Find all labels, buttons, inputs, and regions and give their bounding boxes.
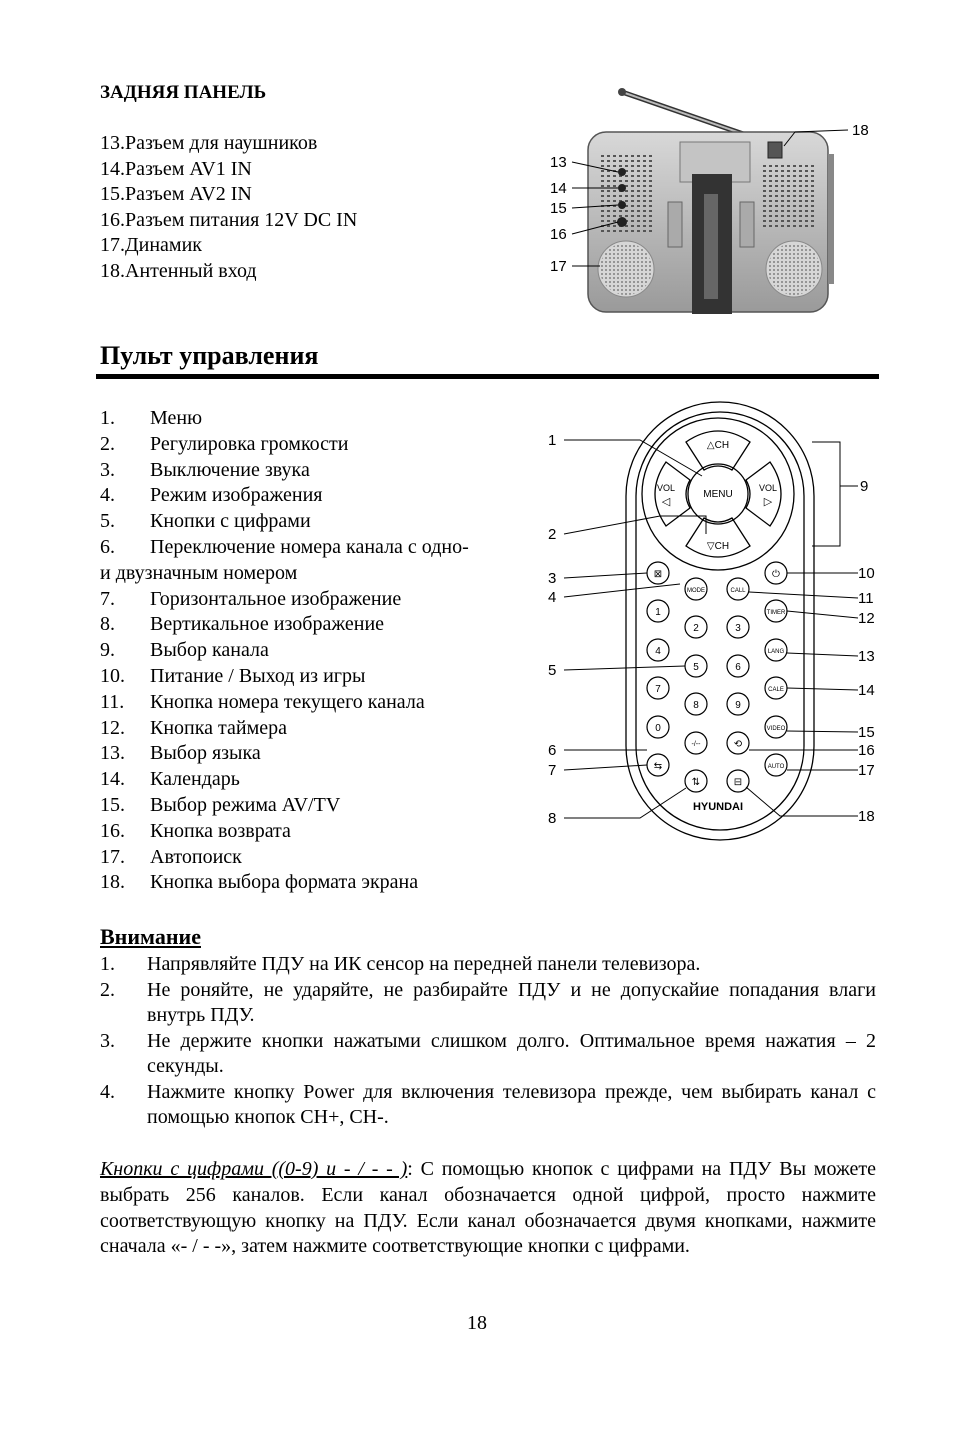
list-item: 10. Питание / Выход из игры [100,664,366,687]
list-item: 11. Кнопка номера текущего канала [100,690,425,713]
callout-13: 13 [550,154,567,171]
digits-paragraph-lead: Кнопки с цифрами ((0-9) и - / - - ) [100,1158,408,1180]
callout-18: 18 [852,122,869,139]
callout-16: 16 [550,226,567,243]
callout-15: 15 [858,724,875,741]
page-number: 18 [467,1312,487,1334]
mode-label: MODE [687,588,705,594]
callout-14: 14 [550,180,567,197]
list-item: 18. Кнопка выбора формата экрана [100,871,419,894]
back-panel-item: 16.Разъем питания 12V DC IN [100,208,358,231]
horizontal-arrows-icon: ⇆ [653,761,663,772]
section-title-remote: Пульт управления [100,341,319,370]
section-divider [96,374,879,379]
callout-17: 17 [550,258,567,275]
list-item: 4. Нажмите кнопку Power для включения телевизора прежде, чем выбирать канал с помощью кнопок CH+, CH-. [100,1080,876,1128]
timer-label: TIMER [766,610,786,616]
remote-function-list [100,406,469,896]
back-panel-item: 17.Динамик [100,234,203,257]
cale-label: CALE [768,687,784,693]
back-panel-heading: ЗАДНЯЯ ПАНЕЛЬ [100,82,267,103]
list-item: 7. Горизонтальное изображение [100,587,402,610]
vol-plus-button[interactable] [746,462,781,526]
list-item: 15. Выбор режима AV/TV [100,793,341,816]
vol-left-arrow-icon: ◁ [661,496,671,508]
callout-10: 10 [858,565,875,582]
callout-18: 18 [858,808,875,825]
digit-0-label: 0 [655,723,661,734]
tv-back-panel-image [540,84,880,320]
callout-2: 2 [548,526,557,543]
callout-16: 16 [858,742,875,759]
back-panel-item: 15.Разъем AV2 IN [100,183,252,206]
callout-9: 9 [860,478,869,495]
digit-6-label: 6 [735,662,741,673]
back-panel-item: 18.Антенный вход [100,259,257,282]
vol-right-arrow-icon: ▷ [763,496,773,508]
list-item: 13. Выбор языка [100,742,261,765]
callout-4: 4 [548,589,557,606]
callout-17: 17 [858,762,875,779]
ch-down-label: ▽CH [706,541,730,552]
list-item: 2. Не роняйте, не ударяйте, не разбирайте ПДУ и не допускайие попадания влаги внутрь ПДУ. [100,978,876,1026]
power-icon: ⏻ [772,569,780,580]
list-item: 14. Календарь [100,768,240,791]
attention-list [100,952,876,1131]
digit-2-label: 2 [693,623,699,634]
lang-label: LANG [767,649,785,655]
callout-8: 8 [548,810,557,827]
speaker-left [600,243,652,295]
video-label: VIDEO [766,726,786,732]
list-item: 3. Не держите кнопки нажатыми слишком долго. Оптимальное время нажатия – 2 секунды. [100,1029,876,1077]
list-item: 4. Режим изображения [100,484,323,507]
callout-12: 12 [858,610,875,627]
callout-14: 14 [858,682,875,699]
digit-9-label: 9 [735,700,741,711]
digits-paragraph [100,1157,876,1260]
vertical-arrows-icon: ⇅ [691,777,701,788]
digit-1-label: 1 [655,607,661,618]
speaker-right [768,243,820,295]
vol-plus-label: VOL [758,483,778,493]
ch-up-label: △CH [706,440,730,451]
remote-control-diagram [540,398,880,846]
mute-icon: ⊠ [653,569,663,580]
back-panel-list [100,131,357,285]
callout-11: 11 [858,590,874,607]
aspect-icon: ⊟ [733,777,743,788]
list-item: 3. Выключение звука [100,458,310,481]
brand-logo: HYUNDAI [692,801,744,813]
back-panel-item: 13.Разъем для наушников [100,132,318,154]
list-item: 1. Меню [100,407,203,429]
list-item: 5. Кнопки с цифрами [100,510,311,533]
digit-3-label: 3 [735,623,741,634]
back-panel-item: 14.Разъем AV1 IN [100,157,252,180]
attention-heading: Внимание [100,924,201,949]
digits-paragraph-text: : С помощью кнопок с цифрами на ПДУ Вы можете выбрать 256 каналов. Если канал обозначается одной цифрой, просто нажмите соответствующую кнопку на ПДУ. Если канал обозначается двумя кнопками, нажмите сначала «- / - -», затем нажмите соответствующие кнопки с цифрами. [100,1158,876,1258]
list-item: 2. Регулировка громкости [100,432,349,455]
digit-7-label: 7 [655,684,661,695]
callout-13: 13 [858,648,875,665]
dash-label: -/-- [691,741,701,748]
digit-4-label: 4 [655,646,661,657]
list-item: 8. Вертикальное изображение [100,613,385,636]
list-item: 17. Автопоиск [100,845,242,868]
auto-label: AUTO [767,764,785,770]
callout-3: 3 [548,570,557,587]
menu-label: MENU [703,489,733,500]
return-icon: ⟲ [733,739,743,750]
callout-6: 6 [548,742,557,759]
list-item: 1. Напрявляйте ПДУ на ИК сенсор на передней панели телевизора. [100,953,701,975]
callout-5: 5 [548,662,557,679]
list-item: 12. Кнопка таймера [100,716,288,739]
digit-8-label: 8 [693,700,699,711]
digit-5-label: 5 [693,662,699,673]
list-item: 6. Переключение номера канала с одно- [100,535,469,558]
callout-15: 15 [550,200,567,217]
vol-minus-label: VOL [656,483,676,493]
list-item: 16. Кнопка возврата [100,819,291,842]
call-label: CALL [730,588,746,594]
list-item: 9. Выбор канала [100,639,269,662]
callout-1: 1 [548,432,557,449]
callout-7: 7 [548,762,557,779]
list-item-continuation: и двузначным номером [100,561,298,584]
